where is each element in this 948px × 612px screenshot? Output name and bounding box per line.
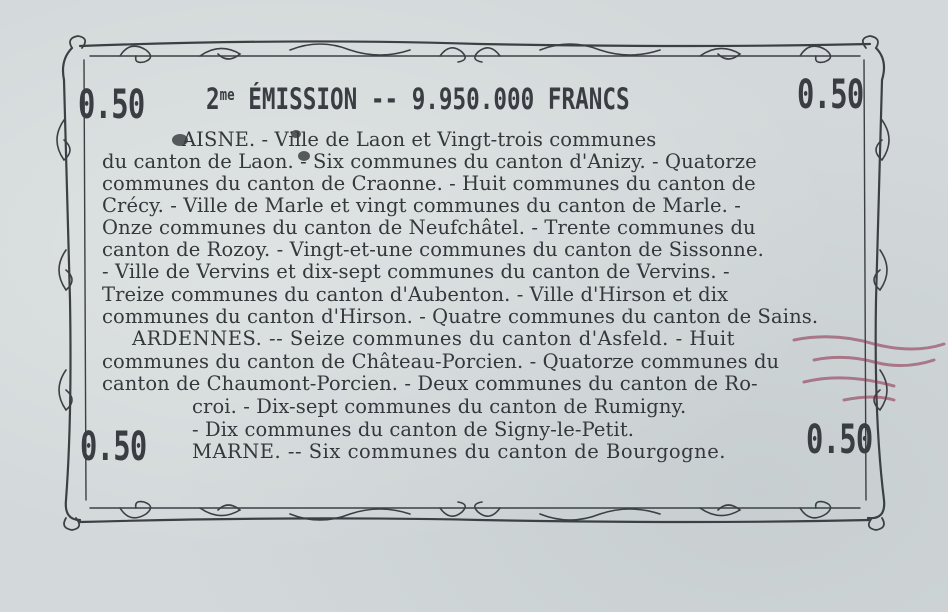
text-line-2: du canton de Laon. - Six communes du canton d'Anizy. - Quatorze: [102, 150, 757, 173]
text-line-8: Treize communes du canton d'Aubenton. - Ville d'Hirson et dix: [102, 283, 729, 306]
denomination-bottom-right: 0.50: [806, 417, 873, 463]
text-line-1: AISNE. - Ville de Laon et Vingt-trois communes: [182, 128, 657, 151]
denomination-bottom-left: 0.50: [80, 424, 147, 470]
emission-number: 2: [206, 82, 220, 116]
text-line-7: - Ville de Vervins et dix-sept communes du canton de Vervins. -: [102, 260, 730, 283]
emission-text: ÉMISSION -- 9.950.000 FRANCS: [234, 82, 630, 116]
text-line-13: croi. - Dix-sept communes du canton de Rumigny.: [192, 395, 687, 418]
text-line-15: MARNE. -- Six communes du canton de Bourgogne.: [192, 440, 726, 463]
text-line-4: Crécy. - Ville de Marle et vingt communes du canton de Marle. -: [102, 194, 741, 217]
text-line-6: canton de Rozoy. - Vingt-et-une communes du canton de Sissonne.: [102, 238, 764, 261]
denomination-top-right: 0.50: [797, 72, 864, 118]
text-line-5: Onze communes du canton de Neufchâtel. - Trente communes du: [102, 216, 756, 239]
red-stamp-mark: [784, 320, 948, 410]
text-line-3: communes du canton de Craonne. - Huit communes du canton de: [102, 172, 756, 195]
denomination-top-left: 0.50: [78, 82, 145, 128]
text-line-11: communes du canton de Château-Porcien. - Quatorze communes du: [102, 350, 780, 373]
text-line-9: communes du canton d'Hirson. - Quatre communes du canton de Sains.: [102, 305, 819, 328]
emission-superscript: me: [219, 85, 235, 104]
text-line-10: ARDENNES. -- Seize communes du canton d'Asfeld. - Huit: [132, 327, 735, 350]
emission-heading: [206, 82, 630, 116]
text-line-14: - Dix communes du canton de Signy-le-Petit.: [192, 418, 635, 441]
text-line-12: canton de Chaumont-Porcien. - Deux communes du canton de Ro-: [102, 372, 758, 395]
